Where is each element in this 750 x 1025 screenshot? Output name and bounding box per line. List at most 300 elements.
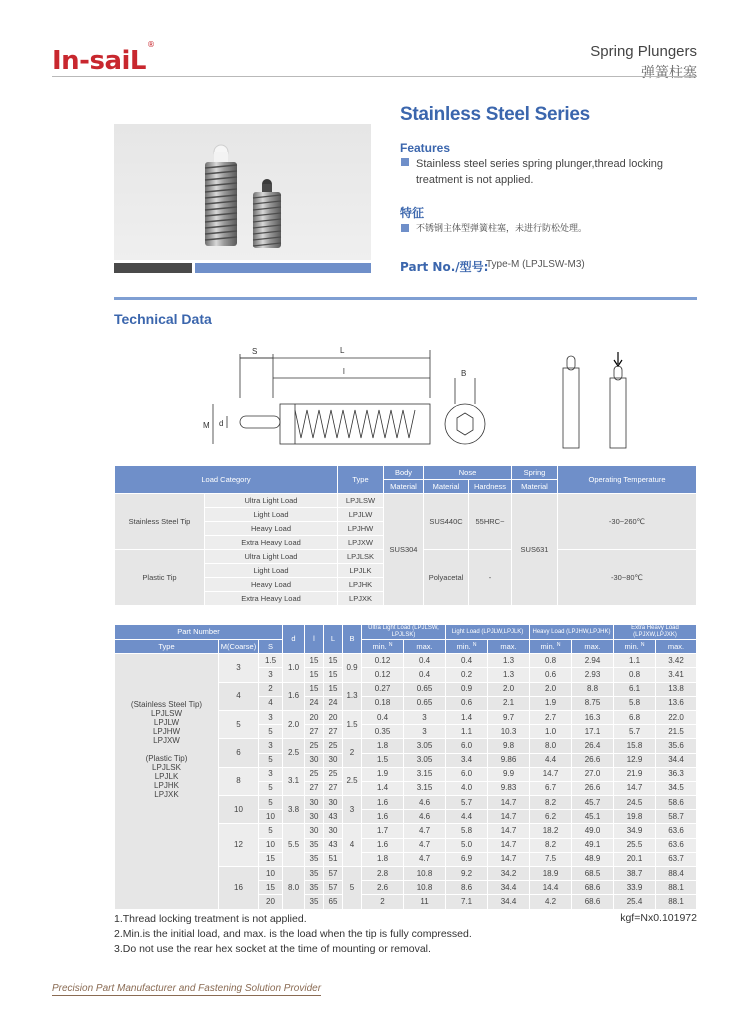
- cell-s: 10: [259, 810, 283, 824]
- page-title-cn: 弹簧柱塞: [641, 65, 697, 81]
- cell-load-max: 48.9: [572, 852, 614, 866]
- cell-load-min: 1.9: [362, 767, 404, 781]
- cell-L: 15: [324, 682, 343, 696]
- cell-L: 30: [324, 824, 343, 838]
- features-text: Stainless steel series spring plunger,thread locking treatment is not applied.: [416, 158, 664, 186]
- th-max: max.: [488, 640, 530, 654]
- cell-load-min: 18.9: [530, 867, 572, 881]
- load-name: Heavy Load: [205, 522, 338, 536]
- cell-load-max: 8.8: [572, 682, 614, 696]
- cell-load-max: 34.2: [488, 867, 530, 881]
- cell-load-max: 26.4: [572, 739, 614, 753]
- cell-load-min: 7.1: [446, 895, 488, 909]
- cell-L: 25: [324, 767, 343, 781]
- cell-load-max: 9.7: [488, 710, 530, 724]
- load-name: Extra Heavy Load: [205, 536, 338, 550]
- cell-l: 25: [305, 739, 324, 753]
- dim-l-label: L: [340, 346, 345, 355]
- photo-bar-blue: [195, 263, 371, 273]
- cell-s: 5: [259, 753, 283, 767]
- cell-load-max: 10.8: [404, 881, 446, 895]
- header-divider: [52, 76, 697, 77]
- spring-material: SUS631: [512, 494, 558, 606]
- cell-load-min: 2.8: [362, 867, 404, 881]
- th-L: L: [324, 625, 343, 654]
- cell-load-max: 3.15: [404, 781, 446, 795]
- cell-load-min: 0.9: [446, 682, 488, 696]
- series-title: Stainless Steel Series: [400, 104, 590, 125]
- cell-load-max: 68.5: [572, 867, 614, 881]
- cell-load-max: 1.3: [488, 668, 530, 682]
- cell-d: 2.5: [283, 739, 305, 767]
- cell-load-min: 6.1: [614, 682, 656, 696]
- cell-load-max: 68.6: [572, 881, 614, 895]
- cell-d: 5.5: [283, 824, 305, 867]
- bullet-square-icon: [401, 158, 409, 166]
- cell-B: 4: [343, 824, 362, 867]
- cell-load-min: 1.6: [362, 796, 404, 810]
- body-material: SUS304: [384, 494, 424, 606]
- cell-s: 3: [259, 668, 283, 682]
- cell-l: 35: [305, 881, 324, 895]
- th-max: max.: [404, 640, 446, 654]
- cell-load-min: 9.2: [446, 867, 488, 881]
- cell-load-max: 11: [404, 895, 446, 909]
- cell-l: 27: [305, 725, 324, 739]
- cell-load-min: 1.1: [446, 725, 488, 739]
- nose-material: SUS440C: [424, 494, 469, 550]
- th-max: max.: [656, 640, 697, 654]
- cell-load-max: 26.6: [572, 753, 614, 767]
- type-code: LPJLW: [338, 508, 384, 522]
- cell-load-max: 3: [404, 710, 446, 724]
- cell-L: 43: [324, 810, 343, 824]
- cell-load-max: 9.83: [488, 781, 530, 795]
- cell-load-min: 1.4: [446, 710, 488, 724]
- cell-L: 20: [324, 710, 343, 724]
- cell-load-max: 0.4: [404, 668, 446, 682]
- cell-load-min: 0.27: [362, 682, 404, 696]
- cell-load-max: 88.1: [656, 895, 697, 909]
- cell-load-max: 63.7: [656, 852, 697, 866]
- cell-load-max: 14.7: [488, 838, 530, 852]
- cell-l: 15: [305, 654, 324, 668]
- cell-load-max: 63.6: [656, 824, 697, 838]
- cell-load-max: 0.4: [404, 654, 446, 668]
- cell-load-min: 1.6: [362, 810, 404, 824]
- part-no-value: Type-M (LPJLSW-M3): [486, 259, 585, 270]
- cell-s: 20: [259, 895, 283, 909]
- cell-load-min: 20.1: [614, 852, 656, 866]
- temperature: -30~260℃: [558, 494, 697, 550]
- type-list: (Stainless Steel Tip) LPJLSW LPJLW LPJHW LPJXW (Plastic Tip) LPJLSK LPJLK LPJHK LPJXK: [115, 654, 219, 909]
- cell-load-max: 34.4: [656, 753, 697, 767]
- cell-L: 51: [324, 852, 343, 866]
- cell-load-min: 4.2: [530, 895, 572, 909]
- cell-l: 25: [305, 767, 324, 781]
- th-min: min. $^N$: [530, 640, 572, 654]
- technical-drawing: [195, 338, 655, 458]
- nose-hardness: -: [469, 550, 512, 606]
- cell-load-max: 9.9: [488, 767, 530, 781]
- load-name: Extra Heavy Load: [205, 592, 338, 606]
- cell-l: 30: [305, 753, 324, 767]
- cell-load-min: 0.8: [614, 668, 656, 682]
- cell-load-max: 9.86: [488, 753, 530, 767]
- cell-L: 30: [324, 796, 343, 810]
- cell-load-min: 0.4: [446, 654, 488, 668]
- th-nose-hardness: Hardness: [469, 480, 512, 494]
- cell-m: 8: [219, 767, 259, 795]
- cell-load-min: 0.12: [362, 668, 404, 682]
- th-min: min. $^N$: [362, 640, 404, 654]
- cell-load-min: 0.12: [362, 654, 404, 668]
- cell-load-max: 34.4: [488, 881, 530, 895]
- note-item: 2.Min.is the initial load, and max. is the load when the tip is fully compressed.: [114, 928, 472, 940]
- notes: [114, 912, 472, 957]
- cell-load-min: 34.9: [614, 824, 656, 838]
- brand-logo: In-saiL®: [52, 40, 155, 76]
- cell-load-min: 21.9: [614, 767, 656, 781]
- th-ultra-light: Ultra Light Load (LPJLSW, LPJLSK): [362, 625, 446, 640]
- cell-L: 24: [324, 696, 343, 710]
- cell-load-max: 35.6: [656, 739, 697, 753]
- group-name: Stainless Steel Tip: [115, 494, 205, 550]
- cell-load-max: 3.42: [656, 654, 697, 668]
- cell-load-max: 36.3: [656, 767, 697, 781]
- cell-load-min: 3.4: [446, 753, 488, 767]
- load-name: Ultra Light Load: [205, 494, 338, 508]
- cell-load-min: 6.0: [446, 767, 488, 781]
- cell-d: 8.0: [283, 867, 305, 910]
- bullet-square-icon: [401, 224, 409, 232]
- cell-load-min: 7.5: [530, 852, 572, 866]
- cell-d: 3.8: [283, 796, 305, 824]
- cell-L: 57: [324, 881, 343, 895]
- dim-m-label: M: [203, 421, 210, 430]
- cell-load-max: 34.4: [488, 895, 530, 909]
- note-item: 1.Thread locking treatment is not applied.: [114, 913, 307, 925]
- cell-L: 27: [324, 725, 343, 739]
- cell-load-max: 45.1: [572, 810, 614, 824]
- cell-load-min: 6.0: [446, 739, 488, 753]
- cell-load-min: 25.5: [614, 838, 656, 852]
- cell-load-max: 2.94: [572, 654, 614, 668]
- cell-load-min: 1.7: [362, 824, 404, 838]
- cell-load-max: 14.7: [488, 796, 530, 810]
- cell-load-min: 0.8: [530, 654, 572, 668]
- cell-load-min: 0.6: [446, 696, 488, 710]
- cell-L: 65: [324, 895, 343, 909]
- th-B: B: [343, 625, 362, 654]
- th-min: min. $^N$: [614, 640, 656, 654]
- cell-load-min: 5.7: [614, 725, 656, 739]
- th-nose: Nose: [424, 466, 512, 480]
- th-type: Type: [115, 640, 219, 654]
- th-body: Body: [384, 466, 424, 480]
- cell-B: 0.9: [343, 654, 362, 682]
- cell-load-max: 45.7: [572, 796, 614, 810]
- cell-load-min: 1.6: [362, 838, 404, 852]
- th-spring: Spring: [512, 466, 558, 480]
- cell-l: 15: [305, 682, 324, 696]
- cell-load-min: 18.2: [530, 824, 572, 838]
- cell-m: 10: [219, 796, 259, 824]
- cell-load-min: 14.7: [530, 767, 572, 781]
- cell-load-min: 8.2: [530, 796, 572, 810]
- cell-load-max: 8.75: [572, 696, 614, 710]
- cell-load-max: 4.6: [404, 810, 446, 824]
- th-max: max.: [572, 640, 614, 654]
- type-code: LPJXK: [338, 592, 384, 606]
- cell-load-min: 12.9: [614, 753, 656, 767]
- th-s: S: [259, 640, 283, 654]
- cell-s: 10: [259, 838, 283, 852]
- cell-l: 35: [305, 867, 324, 881]
- cell-m: 16: [219, 867, 259, 910]
- cell-d: 1.6: [283, 682, 305, 710]
- th-light: Light Load (LPJLW,LPJLK): [446, 625, 530, 640]
- cell-load-max: 0.65: [404, 696, 446, 710]
- features-text-cn: 不锈钢主体型弹簧柱塞，未进行防松处理。: [416, 224, 588, 234]
- cell-B: 2: [343, 739, 362, 767]
- unit-conversion: kgf=Nx0.101972: [620, 912, 697, 924]
- cell-load-max: 14.7: [488, 852, 530, 866]
- nose-material: Polyacetal: [424, 550, 469, 606]
- th-type: Type: [338, 466, 384, 494]
- temperature: -30~80℃: [558, 550, 697, 606]
- type-code: LPJLSK: [338, 550, 384, 564]
- cell-L: 15: [324, 668, 343, 682]
- dim-b-label: B: [461, 369, 467, 378]
- cell-s: 10: [259, 867, 283, 881]
- cell-load-max: 16.3: [572, 710, 614, 724]
- cell-load-min: 6.9: [446, 852, 488, 866]
- cell-load-max: 2.0: [488, 682, 530, 696]
- cell-load-max: 21.5: [656, 725, 697, 739]
- cell-load-min: 2.7: [530, 710, 572, 724]
- cell-load-max: 13.6: [656, 696, 697, 710]
- cell-load-min: 19.8: [614, 810, 656, 824]
- type-code: LPJHK: [338, 578, 384, 592]
- load-name: Heavy Load: [205, 578, 338, 592]
- cell-load-max: 58.7: [656, 810, 697, 824]
- cell-d: 3.1: [283, 767, 305, 795]
- cell-load-max: 17.1: [572, 725, 614, 739]
- cell-load-min: 2.0: [530, 682, 572, 696]
- cell-load-max: 22.0: [656, 710, 697, 724]
- cell-load-min: 4.4: [530, 753, 572, 767]
- cell-load-max: 1.3: [488, 654, 530, 668]
- cell-s: 15: [259, 881, 283, 895]
- cell-load-min: 6.8: [614, 710, 656, 724]
- cell-s: 5: [259, 781, 283, 795]
- group-name: Plastic Tip: [115, 550, 205, 606]
- cell-s: 5: [259, 824, 283, 838]
- cell-load-max: 3.05: [404, 753, 446, 767]
- th-l: l: [305, 625, 324, 654]
- dim-l-inner-label: l: [343, 367, 345, 376]
- th-m: M(Coarse): [219, 640, 259, 654]
- cell-load-max: 27.0: [572, 767, 614, 781]
- th-nose-material: Material: [424, 480, 469, 494]
- type-code: LPJLSW: [338, 494, 384, 508]
- dim-d-label: d: [219, 419, 224, 428]
- load-name: Ultra Light Load: [205, 550, 338, 564]
- type-code: LPJLK: [338, 564, 384, 578]
- cell-B: 2.5: [343, 767, 362, 795]
- table-row: [115, 654, 697, 668]
- footer-tagline[interactable]: Precision Part Manufacturer and Fastening Solution Provider: [52, 983, 322, 994]
- part-no-label: Part No./型号:: [400, 260, 489, 274]
- cell-B: 1.3: [343, 682, 362, 710]
- cell-l: 30: [305, 824, 324, 838]
- cell-load-min: 1.5: [362, 753, 404, 767]
- cell-B: 5: [343, 867, 362, 910]
- cell-l: 15: [305, 668, 324, 682]
- cell-load-min: 33.9: [614, 881, 656, 895]
- th-part-number: Part Number: [115, 625, 283, 640]
- th-body-material: Material: [384, 480, 424, 494]
- cell-load-max: 10.8: [404, 867, 446, 881]
- cell-l: 30: [305, 796, 324, 810]
- cell-load-min: 6.2: [530, 810, 572, 824]
- cell-s: 4: [259, 696, 283, 710]
- cell-load-min: 1.4: [362, 781, 404, 795]
- cell-load-max: 68.6: [572, 895, 614, 909]
- spec-table: [114, 465, 697, 606]
- cell-B: 1.5: [343, 710, 362, 738]
- cell-load-max: 3.15: [404, 767, 446, 781]
- cell-s: 15: [259, 852, 283, 866]
- cell-l: 27: [305, 781, 324, 795]
- cell-load-max: 4.6: [404, 796, 446, 810]
- cell-load-min: 0.18: [362, 696, 404, 710]
- cell-m: 4: [219, 682, 259, 710]
- note-item: 3.Do not use the rear hex socket at the time of mounting or removal.: [114, 943, 431, 955]
- cell-B: 3: [343, 796, 362, 824]
- cell-s: 3: [259, 767, 283, 781]
- cell-load-max: 9.8: [488, 739, 530, 753]
- cell-s: 3: [259, 739, 283, 753]
- cell-l: 35: [305, 852, 324, 866]
- cell-d: 2.0: [283, 710, 305, 738]
- cell-load-max: 34.5: [656, 781, 697, 795]
- cell-load-min: 2: [362, 895, 404, 909]
- cell-load-min: 8.2: [530, 838, 572, 852]
- cell-load-min: 5.8: [614, 696, 656, 710]
- cell-load-max: 13.8: [656, 682, 697, 696]
- cell-load-max: 3.05: [404, 739, 446, 753]
- cell-l: 35: [305, 895, 324, 909]
- cell-L: 30: [324, 753, 343, 767]
- cell-load-max: 88.4: [656, 867, 697, 881]
- cell-load-min: 1.8: [362, 852, 404, 866]
- cell-load-min: 5.7: [446, 796, 488, 810]
- cell-load-min: 6.7: [530, 781, 572, 795]
- cell-load-min: 1.0: [530, 725, 572, 739]
- cell-l: 30: [305, 810, 324, 824]
- cell-load-max: 49.1: [572, 838, 614, 852]
- cell-load-max: 2.1: [488, 696, 530, 710]
- cell-load-min: 2.6: [362, 881, 404, 895]
- cell-s: 2: [259, 682, 283, 696]
- cell-load-max: 58.6: [656, 796, 697, 810]
- cell-load-min: 25.4: [614, 895, 656, 909]
- cell-load-max: 10.3: [488, 725, 530, 739]
- load-name: Light Load: [205, 564, 338, 578]
- cell-load-min: 8.6: [446, 881, 488, 895]
- cell-load-max: 4.7: [404, 852, 446, 866]
- product-photo: [114, 124, 371, 260]
- cell-load-min: 38.7: [614, 867, 656, 881]
- cell-L: 57: [324, 867, 343, 881]
- cell-load-max: 63.6: [656, 838, 697, 852]
- cell-l: 20: [305, 710, 324, 724]
- nose-hardness: 55HRC~: [469, 494, 512, 550]
- cell-load-min: 14.4: [530, 881, 572, 895]
- type-code: LPJHW: [338, 522, 384, 536]
- dim-s-label: S: [252, 347, 258, 356]
- technical-data-heading: Technical Data: [114, 311, 212, 327]
- cell-m: 12: [219, 824, 259, 867]
- cell-load-min: 8.0: [530, 739, 572, 753]
- th-extra-heavy: Extra Heavy Load (LPJXW,LPJXK): [614, 625, 697, 640]
- th-min: min. $^N$: [446, 640, 488, 654]
- cell-s: 1.5: [259, 654, 283, 668]
- cell-load-max: 49.0: [572, 824, 614, 838]
- cell-l: 35: [305, 838, 324, 852]
- cell-load-min: 0.6: [530, 668, 572, 682]
- cell-m: 3: [219, 654, 259, 682]
- cell-load-min: 1.8: [362, 739, 404, 753]
- cell-load-min: 1.1: [614, 654, 656, 668]
- cell-load-max: 88.1: [656, 881, 697, 895]
- cell-L: 27: [324, 781, 343, 795]
- cell-load-min: 0.2: [446, 668, 488, 682]
- cell-m: 5: [219, 710, 259, 738]
- cell-load-max: 26.6: [572, 781, 614, 795]
- type-code: LPJXW: [338, 536, 384, 550]
- cell-load-max: 4.7: [404, 838, 446, 852]
- cell-load-min: 5.0: [446, 838, 488, 852]
- cell-load-min: 4.0: [446, 781, 488, 795]
- cell-load-min: 5.8: [446, 824, 488, 838]
- features-heading-cn: 特征: [400, 206, 425, 220]
- cell-load-max: 14.7: [488, 824, 530, 838]
- cell-load-max: 0.65: [404, 682, 446, 696]
- th-load-category: Load Category: [115, 466, 338, 494]
- cell-load-min: 14.7: [614, 781, 656, 795]
- cell-load-min: 4.4: [446, 810, 488, 824]
- th-d: d: [283, 625, 305, 654]
- page-title-en: Spring Plungers: [590, 43, 697, 60]
- th-heavy: Heavy Load (LPJHW,LPJHK): [530, 625, 614, 640]
- cell-d: 1.0: [283, 654, 305, 682]
- cell-L: 15: [324, 654, 343, 668]
- cell-s: 5: [259, 725, 283, 739]
- cell-load-max: 3.41: [656, 668, 697, 682]
- dimension-table: [114, 624, 697, 910]
- cell-load-min: 24.5: [614, 796, 656, 810]
- section-divider: [114, 297, 697, 300]
- features-heading: Features: [400, 141, 451, 155]
- cell-l: 24: [305, 696, 324, 710]
- cell-s: 3: [259, 710, 283, 724]
- cell-load-min: 0.4: [362, 710, 404, 724]
- cell-load-min: 0.35: [362, 725, 404, 739]
- cell-load-min: 1.9: [530, 696, 572, 710]
